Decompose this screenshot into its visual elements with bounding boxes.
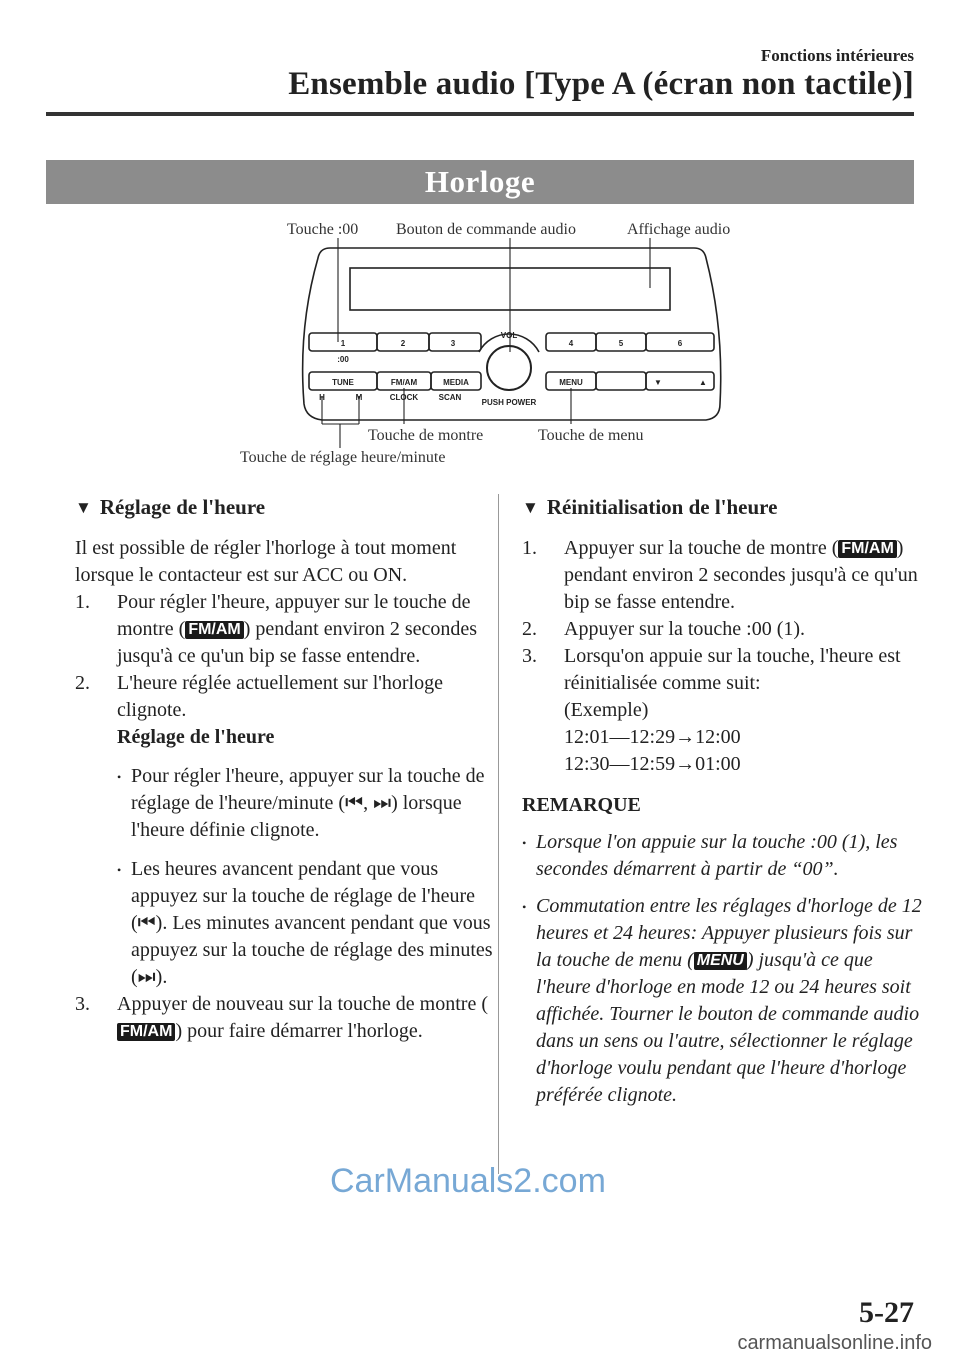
left-bullet-2: • Les heures avancent pendant que vous appuyez sur la touche de réglage de l'heure (⏮). Les minutes avancent pendant que vous appuyez sur la touche de réglage des minutes (⏭). xyxy=(75,856,495,991)
fm-am-key-icon: FM/AM xyxy=(117,1023,175,1041)
step-number: 1. xyxy=(75,591,90,613)
audio-unit-diagram xyxy=(0,210,960,470)
step-text: Appuyer sur la touche de montre ( FM/AM ) pendant environ 2 secondes jusqu'à ce qu'un bip se fasse entendre. xyxy=(564,537,918,613)
callout-touche00: Touche :00 xyxy=(287,221,359,238)
label-vol: VOL xyxy=(500,331,518,340)
prev-track-icon: ⏮ xyxy=(345,792,364,814)
step-number: 3. xyxy=(75,993,90,1015)
down-triangle-icon: ▼ xyxy=(75,498,92,517)
left-step-1 xyxy=(75,589,495,670)
down-triangle-icon: ▼ xyxy=(522,498,539,517)
right-step-3 xyxy=(522,643,922,697)
label-sub00: :00 xyxy=(337,355,349,364)
section-title-bar: Horloge xyxy=(46,160,914,204)
prev-track-icon: ⏮ xyxy=(137,912,156,934)
example-line-2: 12:30―12:59→01:00 xyxy=(564,753,741,775)
watermark: CarManuals2.com xyxy=(330,1162,606,1200)
fm-am-key-icon: FM/AM xyxy=(185,621,243,639)
label-fmam: FM/AM xyxy=(390,378,418,387)
label-down: ▼ xyxy=(654,378,662,387)
left-step-2 xyxy=(75,670,495,724)
label-m: M xyxy=(355,393,363,402)
remark-title: REMARQUE xyxy=(522,794,641,816)
label-menu: MENU xyxy=(559,378,583,387)
label-scan: SCAN xyxy=(438,393,462,402)
label-tune: TUNE xyxy=(332,378,354,387)
step-number: 1. xyxy=(522,537,537,559)
header-title: Ensemble audio [Type A (écran non tactile)] xyxy=(288,66,914,102)
bullet-icon: • xyxy=(522,900,527,914)
header-section-name: Fonctions intérieures xyxy=(760,46,914,65)
label-b3: 3 xyxy=(450,339,456,348)
callout-touche-menu: Touche de menu xyxy=(538,427,644,444)
fm-am-key-icon: FM/AM xyxy=(838,540,896,558)
label-b2: 2 xyxy=(400,339,406,348)
step-number: 3. xyxy=(522,645,537,667)
step-number: 2. xyxy=(75,672,90,694)
step-text: L'heure réglée actuellement sur l'horloge clignote. xyxy=(117,672,443,721)
right-column xyxy=(522,494,922,1109)
callout-bouton-commande: Bouton de commande audio xyxy=(396,221,576,238)
left-step-3 xyxy=(75,991,495,1045)
label-b5: 5 xyxy=(618,339,624,348)
label-b1: 1 xyxy=(340,339,346,348)
right-step-2 xyxy=(522,616,922,643)
callout-touche-reglage: Touche de réglage heure/minute xyxy=(240,449,446,466)
label-push-power: PUSH POWER xyxy=(481,398,537,407)
page-number: 5-27 xyxy=(859,1296,914,1329)
label-up: ▲ xyxy=(699,378,707,387)
menu-key-icon: MENU xyxy=(694,952,747,970)
next-track-icon: ⏭ xyxy=(373,792,392,814)
callout-affichage: Affichage audio xyxy=(627,221,731,238)
next-track-icon: ⏭ xyxy=(137,966,156,988)
left-step-2-subheading: Réglage de l'heure xyxy=(117,726,275,748)
bullet-icon: • xyxy=(522,836,527,850)
remark-bullet-2: • Commutation entre les réglages d'horloge de 12 heures et 24 heures: Appuyer plusieurs fois sur la touche de menu ( MENU ) jusqu'à ce que l'heure d'horloge en mode 12 ou 24 heures soit affichée. Tourner le bouton de commande audio dans un sens ou l'autre, sélectionner le réglage d'horloge voulu pendant que l'heure d'horloge préférée clignote. xyxy=(522,893,922,1109)
header-rule xyxy=(46,112,914,116)
bullet-icon: • xyxy=(117,770,122,784)
label-b6: 6 xyxy=(677,339,683,348)
volume-knob xyxy=(487,346,531,390)
label-h: H xyxy=(319,393,325,402)
left-bullet-1: • Pour régler l'heure, appuyer sur la touche de réglage de l'heure/minute (⏮, ⏭) lorsque l'heure définie clignote. xyxy=(75,763,495,844)
step-text: Lorsqu'on appuie sur la touche, l'heure est réinitialisée comme suit: xyxy=(564,645,901,694)
bullet-icon: • xyxy=(117,863,122,877)
example-label: (Exemple) xyxy=(564,699,649,721)
callout-touche-montre: Touche de montre xyxy=(368,427,484,444)
label-b4: 4 xyxy=(568,339,574,348)
left-column xyxy=(75,494,495,1045)
label-clock: CLOCK xyxy=(389,393,419,402)
column-divider xyxy=(498,494,499,1174)
blank-button xyxy=(596,372,646,390)
step-number: 2. xyxy=(522,618,537,640)
right-step-1 xyxy=(522,535,922,616)
right-heading xyxy=(522,494,922,521)
left-heading-text: Réglage de l'heure xyxy=(99,495,266,519)
label-media: MEDIA xyxy=(443,378,469,387)
left-heading xyxy=(75,494,495,521)
left-intro: Il est possible de régler l'horloge à tout moment lorsque le contacteur est sur ACC ou ON. xyxy=(75,537,457,586)
step-text: Appuyer sur la touche :00 (1). xyxy=(564,618,806,640)
right-heading-text: Réinitialisation de l'heure xyxy=(546,495,778,519)
step-text: Appuyer de nouveau sur la touche de montre (FM/AM ) pour faire démarrer l'horloge. xyxy=(117,993,488,1042)
example-line-1: 12:01―12:29→12:00 xyxy=(564,726,741,748)
step-text: Pour régler l'heure, appuyer sur le touche de montre ( FM/AM ) pendant environ 2 secondes jusqu'à ce qu'un bip se fasse entendre. xyxy=(117,591,478,667)
footer-site-link[interactable]: carmanualsonline.info xyxy=(737,1332,932,1354)
remark-bullet-1: • Lorsque l'on appuie sur la touche :00 (1), les secondes démarrent à partir de “00”. xyxy=(522,829,922,883)
